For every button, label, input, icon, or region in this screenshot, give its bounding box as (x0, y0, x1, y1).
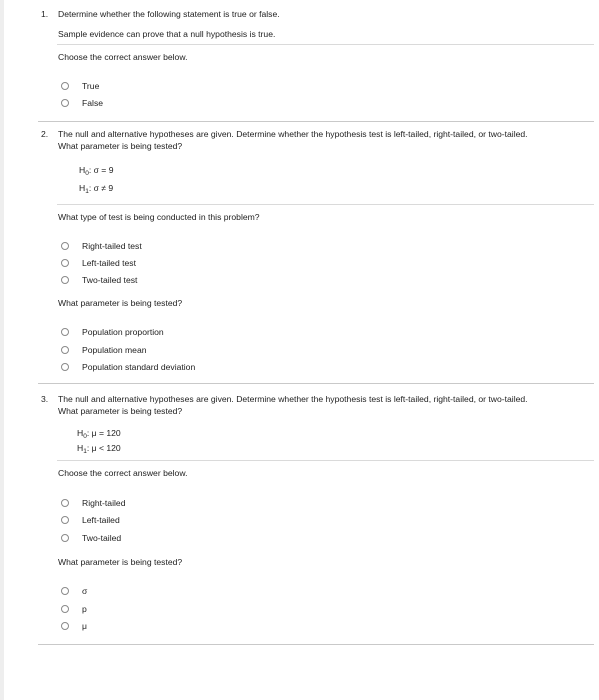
option-label: μ (82, 621, 87, 631)
question-divider (38, 644, 594, 645)
question-2-null-hypothesis: $H_0$: σ = 9 (79, 165, 114, 177)
question-2-prompt: The null and alternative hypotheses are given. Determine whether the hypothesis test is left-tailed, right-tailed, or two-tailed. (58, 129, 528, 139)
question-3-param-question: What parameter is being tested? (58, 557, 183, 567)
option-label: Population proportion (82, 327, 164, 337)
option-label: Population mean (82, 345, 147, 355)
question-3-null-hypothesis: $H_0$: μ = 120 (77, 428, 121, 440)
divider (57, 204, 594, 205)
radio-button[interactable] (61, 328, 69, 336)
question-divider (38, 383, 594, 384)
radio-button[interactable] (61, 516, 69, 524)
radio-button[interactable] (61, 587, 69, 595)
radio-button[interactable] (61, 99, 69, 107)
question-3-prompt: The null and alternative hypotheses are given. Determine whether the hypothesis test is left-tailed, right-tailed, or two-tailed. (58, 394, 528, 404)
option-label: σ (82, 586, 88, 596)
option-label: Population standard deviation (82, 362, 196, 372)
option-label: True (82, 81, 100, 91)
question-2-alt-hypothesis: $H_1$: σ ≠ 9 (79, 183, 114, 195)
radio-button[interactable] (61, 259, 69, 267)
option-label: p (82, 604, 87, 614)
question-2-param-question: What parameter is being tested? (58, 298, 183, 308)
option-label: False (82, 98, 104, 108)
question-2-number: 2. (41, 129, 49, 139)
question-3-instruction: Choose the correct answer below. (58, 468, 188, 478)
option-label: Left-tailed (82, 515, 120, 525)
radio-button[interactable] (61, 276, 69, 284)
page-left-edge (0, 0, 4, 700)
question-3-subprompt: What parameter is being tested? (58, 406, 183, 416)
question-2-subprompt: What parameter is being tested? (58, 141, 183, 151)
radio-button[interactable] (61, 346, 69, 354)
divider (57, 460, 594, 461)
radio-button[interactable] (61, 363, 69, 371)
option-label: Right-tailed test (82, 241, 142, 251)
question-1-instruction: Choose the correct answer below. (58, 52, 188, 62)
question-3-alt-hypothesis: $H_1$: μ < 120 (77, 443, 121, 455)
radio-button[interactable] (61, 605, 69, 613)
radio-button[interactable] (61, 82, 69, 90)
question-1-number: 1. (41, 9, 49, 19)
question-divider (38, 121, 594, 122)
question-3-number: 3. (41, 394, 49, 404)
radio-button[interactable] (61, 622, 69, 630)
option-label: Right-tailed (82, 498, 126, 508)
radio-button[interactable] (61, 242, 69, 250)
radio-button[interactable] (61, 534, 69, 542)
question-2-test-question: What type of test is being conducted in this problem? (58, 212, 260, 222)
radio-button[interactable] (61, 499, 69, 507)
question-1-statement: Sample evidence can prove that a null hypothesis is true. (58, 29, 276, 39)
option-label: Left-tailed test (82, 258, 136, 268)
option-label: Two-tailed (82, 533, 122, 543)
option-label: Two-tailed test (82, 275, 138, 285)
divider (57, 44, 594, 45)
question-1-prompt: Determine whether the following statement is true or false. (58, 9, 280, 19)
